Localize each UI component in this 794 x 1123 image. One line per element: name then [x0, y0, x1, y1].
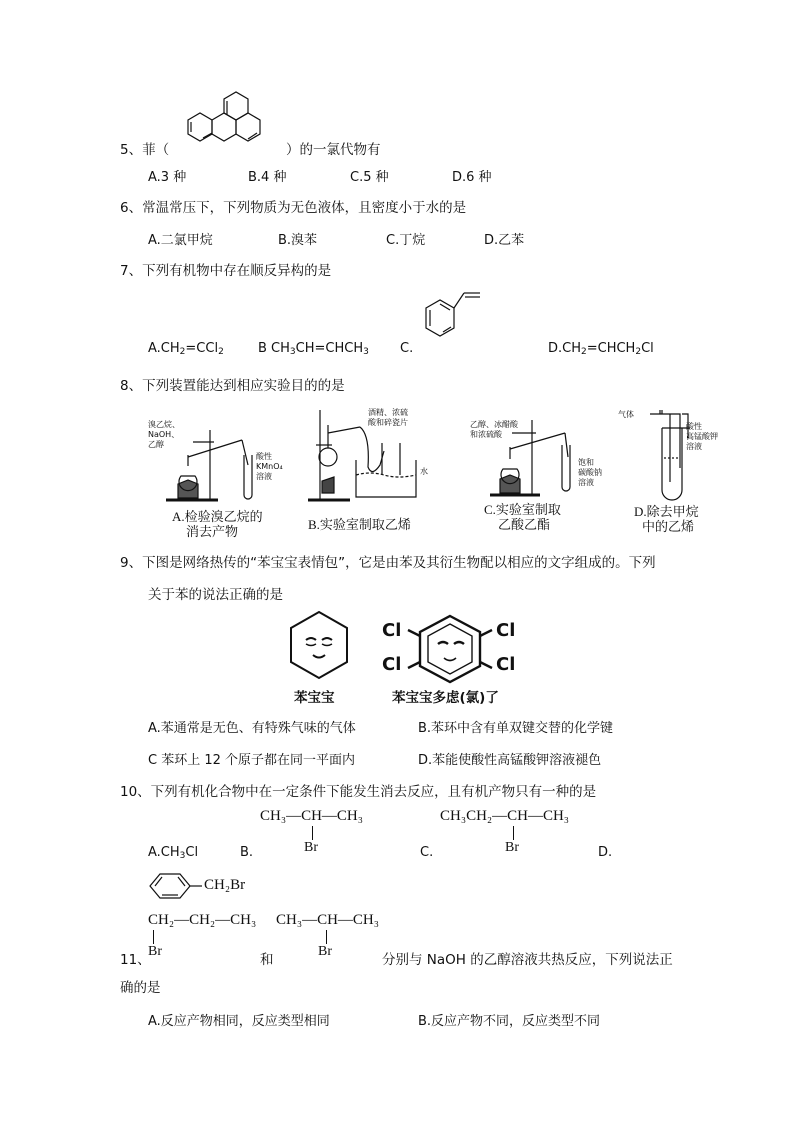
apparatus-d-reagent-1: 酸性	[686, 422, 702, 431]
phenanthrene-structure	[168, 98, 288, 158]
q10-option-a: $A.CH_3Cl$	[148, 845, 199, 861]
q11-stem: 分别与 NaOH 的乙醇溶液共热反应，下列说法正	[382, 952, 673, 968]
apparatus-a-caption	[172, 509, 263, 539]
q7-option-a: $A.CH_2=CCl_2$	[148, 341, 224, 357]
benzene-emoji-face	[284, 610, 354, 685]
apparatus-b-water: 水	[420, 467, 428, 476]
apparatus-a-reagent-2: KMnO₄	[256, 462, 283, 471]
q6-stem: 6、常温常压下，下列物质为无色液体，且密度小于水的是	[120, 200, 467, 216]
q7-option-c: C.	[400, 341, 414, 356]
apparatus-c-caption-1: C.实验室制取	[484, 502, 561, 517]
q10-c-bond	[513, 826, 514, 840]
apparatus-d-reagent-3: 溶液	[686, 442, 702, 451]
q10-b-br: Br	[304, 840, 318, 855]
q10-b-formula: CH₃—CH—CH₃	[260, 808, 363, 824]
q10-stem: 10、下列有机化合物中在一定条件下能发生消去反应，且有机产物只有一种的是	[120, 784, 597, 800]
apparatus-a-label-2: NaOH、	[148, 430, 180, 439]
q9-option-a: A.苯通常是无色、有特殊气味的气体	[148, 721, 356, 736]
apparatus-c-reagent-2: 碳酸钠	[578, 468, 602, 477]
q10-c-formula: CH₃CH₂—CH—CH₃	[440, 808, 570, 824]
q5-option-d: D.6 种	[452, 170, 492, 185]
q11-bond-2	[326, 930, 327, 944]
q11-formula-1: CH₂—CH₂—CH₃	[148, 912, 257, 928]
q6-option-b: B.溴苯	[278, 233, 318, 248]
q6-option-a: A.二氯甲烷	[148, 233, 213, 248]
apparatus-c-labels	[470, 420, 518, 440]
q6-option-c: C.丁烷	[386, 233, 426, 248]
apparatus-a-labels	[148, 420, 180, 450]
apparatus-b-caption: B.实验室制取乙烯	[308, 517, 411, 532]
cl-label-3: Cl	[496, 620, 516, 641]
apparatus-d-caption-2: 中的乙烯	[642, 519, 695, 534]
apparatus-d-reagent-2: 高锰酸钾	[686, 432, 718, 441]
q9-stem-line2: 关于苯的说法正确的是	[148, 587, 283, 603]
dichloro-emoji-caption: 苯宝宝多虑(氯)了	[392, 690, 499, 706]
apparatus-b-label-1: 酒精、浓硫	[368, 408, 408, 417]
q8-stem: 8、下列装置能达到相应实验目的的是	[120, 378, 345, 394]
q5-stem-after: ）的一氯代物有	[286, 142, 381, 158]
apparatus-c-label-2: 和浓硫酸	[470, 430, 502, 439]
q10-option-b: B.	[240, 845, 254, 860]
q11-formula-2: CH₃—CH—CH₃	[276, 912, 379, 928]
cl-label-2: Cl	[382, 654, 402, 675]
q11-bond-1	[153, 930, 154, 944]
apparatus-a-caption-2: 消去产物	[186, 524, 239, 539]
apparatus-d-caption-1: D.除去甲烷	[634, 504, 699, 519]
q11-option-a: A.反应产物相同，反应类型相同	[148, 1014, 330, 1029]
q10-option-d: D.	[598, 845, 613, 860]
apparatus-a-caption-1: A.检验溴乙烷的	[172, 509, 263, 524]
benzyl-bromide-ring	[146, 868, 206, 908]
apparatus-a-reagent-3: 溶液	[256, 472, 272, 481]
q7-stem: 7、下列有机物中存在顺反异构的是	[120, 263, 332, 279]
q5-stem: 5、菲（	[120, 142, 170, 158]
apparatus-a-label-3: 乙醇	[148, 440, 164, 449]
apparatus-b-labels	[368, 408, 408, 428]
q10-option-c: C.	[420, 845, 434, 860]
q9-stem-line1: 9、下图是网络热传的“苯宝宝表情包”，它是由苯及其衍生物配以相应的文字组成的。下列	[120, 555, 656, 571]
apparatus-a-label-1: 溴乙烷、	[148, 420, 180, 429]
apparatus-c-caption-2: 乙酸乙酯	[498, 517, 551, 532]
benzene-emoji-caption: 苯宝宝	[294, 690, 335, 706]
q11-br-2: Br	[318, 944, 332, 959]
q9-option-b: B.苯环中含有单双键交替的化学键	[418, 721, 614, 736]
apparatus-c-reagent-1: 饱和	[578, 458, 594, 467]
apparatus-b-label-2: 酸和碎瓷片	[368, 418, 408, 427]
q9-option-c: C 苯环上 12 个原子都在同一平面内	[148, 753, 356, 768]
q5-option-b: B.4 种	[248, 170, 287, 185]
q9-option-d: D.苯能使酸性高锰酸钾溶液褪色	[418, 753, 602, 768]
q5-option-a: A.3 种	[148, 170, 187, 185]
cl-label-1: Cl	[382, 620, 402, 641]
apparatus-c-reagent-3: 溶液	[578, 478, 594, 487]
apparatus-d-gas: 气体	[618, 410, 634, 419]
q5-option-c: C.5 种	[350, 170, 389, 185]
q11-stem-line2: 确的是	[120, 980, 161, 996]
q7-option-b: B $CH_3CH=CHCH_3$	[258, 341, 369, 357]
apparatus-a-reagent	[256, 452, 283, 482]
apparatus-d-reagent	[686, 422, 718, 452]
q10-c-br: Br	[505, 840, 519, 855]
styrene-structure	[418, 288, 498, 358]
q11-br-1: Br	[148, 944, 162, 959]
cl-label-4: Cl	[496, 654, 516, 675]
q11-number: 11、	[120, 952, 151, 968]
q6-option-d: D.乙苯	[484, 233, 525, 248]
apparatus-a-reagent-1: 酸性	[256, 452, 272, 461]
q11-and: 和	[260, 952, 274, 968]
apparatus-c-caption	[484, 502, 561, 532]
q10-d-formula: CH₂Br	[204, 877, 246, 893]
apparatus-d-caption	[634, 504, 699, 534]
apparatus-c-reagent	[578, 458, 602, 488]
apparatus-c-label-1: 乙醇、冰醋酸	[470, 420, 518, 429]
q10-b-bond	[312, 826, 313, 840]
q7-option-d: $D.CH_2=CHCH_2Cl$	[548, 341, 654, 357]
q11-option-b: B.反应产物不同，反应类型不同	[418, 1014, 601, 1029]
